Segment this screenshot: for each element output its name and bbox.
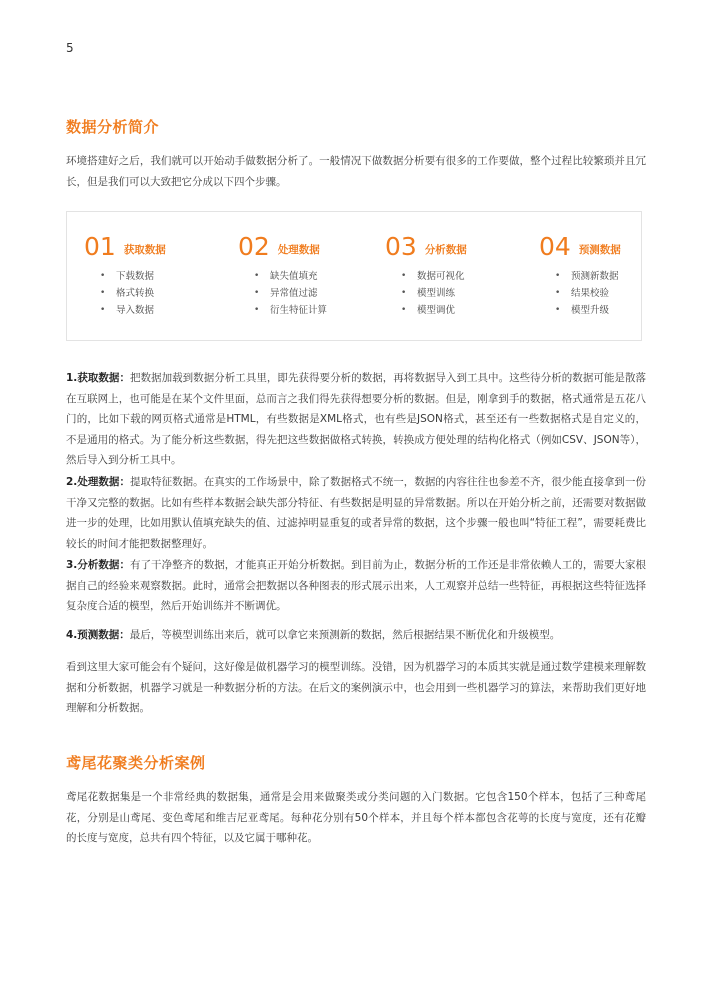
step-item: • 异常值过滤 (254, 285, 378, 302)
step-item: • 缺失值填充 (254, 268, 378, 285)
intro-paragraph: 环境搭建好之后，我们就可以开始动手做数据分析了。一般情况下做数据分析要有很多的工作要做，整个过程比较繁琐并且冗长，但是我们可以大致把它分成以下四个步骤。 (66, 155, 646, 188)
step-name: 分析数据 (424, 244, 467, 256)
step-item: • 模型训练 (401, 285, 525, 302)
step-card-1 (84, 230, 224, 319)
step3-label: 3.分析数据： (66, 559, 130, 571)
step1-paragraph (66, 368, 646, 471)
step1-text: 把数据加载到数据分析工具里，即先获得要分析的数据，再将数据导入到工具中。这些待分析的数据可能是散落在互联网上，也可能是在某个文件里面，总而言之我们得先获得想要分析的数据。但是，刚拿到手的数据，格式通常是五花八门的，比如下载的网页格式通常是HTML，有些数据是XML格式，也有些是JSON格式，甚至还有一些数据格式是自定义的，不是通用的格式。为了能分析这些数据，得先把这些数据做格式转换，转换成方便处理的结构化格式（例如CSV、JSON等），然后导入到分析工具中。 (66, 372, 646, 466)
step-card-3 (385, 230, 525, 319)
step1-label: 1.获取数据： (66, 372, 130, 384)
step-card-4 (539, 230, 679, 319)
step2-label: 2.处理数据： (66, 476, 130, 488)
step3-text: 有了干净整齐的数据，才能真正开始分析数据。到目前为止，数据分析的工作还是非常依赖人工的，需要大家根据自己的经验来观察数据。此时，通常会把数据以各种图表的形式展示出来，人工观察并总结一些特征，再根据这些特征选择复杂度合适的模型，然后开始训练并不断调优。 (66, 559, 646, 612)
step-item: • 导入数据 (100, 302, 224, 319)
step-item-list (238, 268, 378, 319)
step-card-2 (238, 230, 378, 319)
iris-paragraph: 鸢尾花数据集是一个非常经典的数据集，通常是会用来做聚类或分类问题的入门数据。它包含150个样本，包括了三种鸢尾花，分别是山鸢尾、变色鸢尾和维吉尼亚鸢尾。每种花分别有50个样本，并且每个样本都包含花萼的长度与宽度，还有花瓣的长度与宽度，总共有四个特征，以及它属于哪种花。 (66, 791, 646, 844)
step4-label: 4.预测数据： (66, 629, 130, 641)
steps-box (66, 211, 642, 341)
step4-text: 最后，等模型训练出来后，就可以拿它来预测新的数据，然后根据结果不断优化和升级模型。 (129, 629, 561, 641)
step-item: • 格式转换 (100, 285, 224, 302)
step-item-list (539, 268, 679, 319)
section-title-data-analysis-intro: 数据分析简介 (66, 118, 160, 136)
step2-text: 提取特征数据。在真实的工作场景中，除了数据格式不统一，数据的内容往往也参差不齐，很少能直接拿到一份干净又完整的数据。比如有些样本数据会缺失部分特征、有些数据是明显的异常数据。所以在开始分析之前，还需要对数据做进一步的处理，比如用默认值填充缺失的值、过滤掉明显重复的或者异常的数据，这个步骤一般也叫“特征工程”，需要耗费比较长的时间才能把数据整理好。 (66, 476, 646, 550)
page-number: 5 (66, 41, 74, 55)
step-item: • 数据可视化 (401, 268, 525, 285)
step-item: • 衍生特征计算 (254, 302, 378, 319)
step-number: 01 (84, 232, 116, 261)
step-item: • 模型升级 (555, 302, 679, 319)
section-title-iris-case: 鸢尾花聚类分析案例 (66, 754, 206, 772)
step4-paragraph (66, 625, 646, 646)
step-item-list (385, 268, 525, 319)
step-item: • 预测新数据 (555, 268, 679, 285)
step-item-list (84, 268, 224, 319)
step-item: • 下载数据 (100, 268, 224, 285)
step-name: 获取数据 (123, 244, 166, 256)
step-number: 04 (539, 232, 571, 261)
step2-paragraph (66, 472, 646, 554)
step-name: 处理数据 (277, 244, 320, 256)
step-number: 02 (238, 232, 270, 261)
step-item: • 模型调优 (401, 302, 525, 319)
step-item: • 结果校验 (555, 285, 679, 302)
step3-paragraph (66, 555, 646, 617)
step-number: 03 (385, 232, 417, 261)
step-name: 预测数据 (578, 244, 621, 256)
ml-note-paragraph: 看到这里大家可能会有个疑问，这好像是做机器学习的模型训练。没错，因为机器学习的本质其实就是通过数学建模来理解数据和分析数据，机器学习就是一种数据分析的方法。在后文的案例演示中，也会用到一些机器学习的算法，来帮助我们更好地理解和分析数据。 (66, 661, 646, 714)
